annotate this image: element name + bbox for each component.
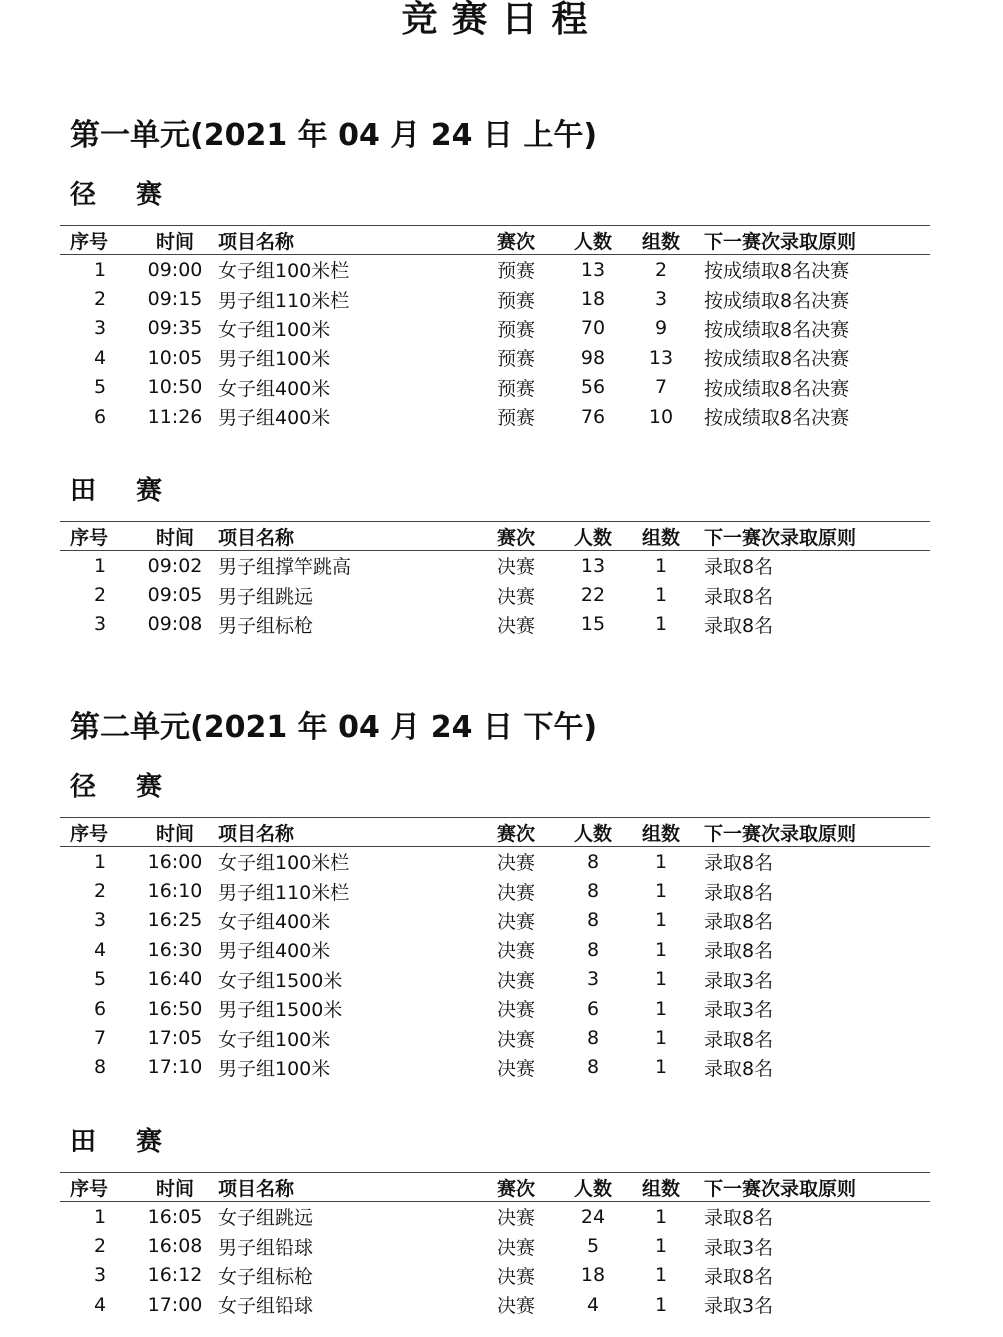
header-time: 时间 xyxy=(155,822,194,845)
unit-1-track-heading xyxy=(70,180,162,210)
cell-event-name: 男子组铅球 xyxy=(218,1236,314,1259)
cell-event-name: 男子组100米 xyxy=(218,1057,331,1080)
cell-advance-rule: 录取8名 xyxy=(704,940,774,963)
cell-groups: 2 xyxy=(654,258,668,281)
header-advance-rule: 下一赛次录取原则 xyxy=(704,230,857,253)
heading-char-1: 径 xyxy=(70,772,97,802)
cell-event-name: 女子组铅球 xyxy=(218,1295,314,1318)
cell-time: 17:00 xyxy=(147,1293,203,1316)
cell-event-name: 男子组1500米 xyxy=(218,999,343,1022)
unit-2-field-table xyxy=(60,1172,930,1320)
cell-event-name: 男子组撑竿跳高 xyxy=(218,556,352,579)
heading-char-2: 赛 xyxy=(136,476,163,506)
cell-advance-rule: 录取8名 xyxy=(704,614,774,637)
cell-index: 2 xyxy=(93,1235,107,1258)
table-row xyxy=(60,1202,930,1232)
cell-groups: 1 xyxy=(654,968,668,991)
cell-round: 预赛 xyxy=(496,377,535,400)
table-row xyxy=(60,580,930,609)
cell-round: 决赛 xyxy=(496,881,535,904)
cell-time: 16:00 xyxy=(147,850,203,873)
table-header-row xyxy=(60,1173,930,1202)
cell-round: 决赛 xyxy=(496,614,535,637)
table-row xyxy=(60,255,930,285)
cell-event-name: 女子组100米栏 xyxy=(218,852,350,875)
header-advance-rule: 下一赛次录取原则 xyxy=(704,822,857,845)
table-row xyxy=(60,343,930,372)
cell-round: 预赛 xyxy=(496,260,535,283)
header-round: 赛次 xyxy=(496,526,535,549)
cell-count: 15 xyxy=(580,613,606,636)
header-count: 人数 xyxy=(573,526,612,549)
unit-2-track-heading xyxy=(70,772,162,802)
table-row xyxy=(60,965,930,994)
cell-time: 16:30 xyxy=(147,938,203,961)
cell-groups: 9 xyxy=(654,317,668,340)
unit-1-title: 第一单元(2021 年 04 月 24 日 上午) xyxy=(70,118,598,153)
table-row xyxy=(60,551,930,581)
cell-index: 3 xyxy=(93,1264,107,1287)
cell-round: 决赛 xyxy=(496,1028,535,1051)
cell-advance-rule: 录取8名 xyxy=(704,852,774,875)
cell-index: 2 xyxy=(93,880,107,903)
table-row xyxy=(60,1261,930,1290)
header-index: 序号 xyxy=(70,526,109,549)
cell-index: 2 xyxy=(93,288,107,311)
cell-count: 18 xyxy=(580,1264,606,1287)
table-row xyxy=(60,1023,930,1052)
cell-event-name: 男子组100米 xyxy=(218,348,331,371)
header-round: 赛次 xyxy=(496,822,535,845)
cell-count: 56 xyxy=(580,376,606,399)
cell-count: 6 xyxy=(586,997,600,1020)
header-event-name: 项目名称 xyxy=(218,526,295,549)
cell-groups: 1 xyxy=(654,1235,668,1258)
cell-round: 决赛 xyxy=(496,1207,535,1230)
header-index: 序号 xyxy=(70,230,109,253)
table-row xyxy=(60,847,930,877)
cell-event-name: 男子组400米 xyxy=(218,940,331,963)
cell-index: 7 xyxy=(93,1027,107,1050)
cell-time: 16:05 xyxy=(147,1205,203,1228)
cell-advance-rule: 录取8名 xyxy=(704,881,774,904)
cell-groups: 1 xyxy=(654,938,668,961)
heading-char-1: 田 xyxy=(70,1127,97,1157)
cell-advance-rule: 录取8名 xyxy=(704,910,774,933)
cell-time: 16:10 xyxy=(147,880,203,903)
cell-count: 8 xyxy=(586,1056,600,1079)
unit-2-title: 第二单元(2021 年 04 月 24 日 下午) xyxy=(70,710,598,745)
cell-advance-rule: 录取8名 xyxy=(704,1207,774,1230)
cell-groups: 1 xyxy=(654,909,668,932)
cell-event-name: 女子组100米 xyxy=(218,318,331,341)
cell-count: 5 xyxy=(586,1235,600,1258)
cell-advance-rule: 按成绩取8名决赛 xyxy=(704,377,850,400)
cell-groups: 1 xyxy=(654,1056,668,1079)
cell-time: 17:05 xyxy=(147,1027,203,1050)
cell-count: 18 xyxy=(580,288,606,311)
table-header-row xyxy=(60,226,930,255)
cell-advance-rule: 录取3名 xyxy=(704,969,774,992)
cell-event-name: 男子组110米栏 xyxy=(218,289,350,312)
cell-index: 3 xyxy=(93,613,107,636)
cell-round: 预赛 xyxy=(496,407,535,430)
cell-time: 16:40 xyxy=(147,968,203,991)
cell-groups: 1 xyxy=(654,554,668,577)
cell-count: 13 xyxy=(580,554,606,577)
table-row xyxy=(60,994,930,1023)
cell-count: 4 xyxy=(586,1293,600,1316)
header-event-name: 项目名称 xyxy=(218,1177,295,1200)
cell-index: 2 xyxy=(93,584,107,607)
table-row xyxy=(60,935,930,964)
cell-groups: 1 xyxy=(654,1293,668,1316)
cell-groups: 1 xyxy=(654,584,668,607)
cell-advance-rule: 录取3名 xyxy=(704,999,774,1022)
cell-count: 8 xyxy=(586,850,600,873)
cell-index: 3 xyxy=(93,317,107,340)
cell-round: 预赛 xyxy=(496,289,535,312)
cell-event-name: 女子组跳远 xyxy=(218,1207,314,1230)
cell-index: 5 xyxy=(93,968,107,991)
header-groups: 组数 xyxy=(641,822,680,845)
cell-count: 8 xyxy=(586,909,600,932)
cell-event-name: 女子组100米栏 xyxy=(218,260,350,283)
cell-groups: 3 xyxy=(654,288,668,311)
cell-groups: 1 xyxy=(654,1027,668,1050)
table-row xyxy=(60,314,930,343)
cell-round: 决赛 xyxy=(496,1265,535,1288)
header-round: 赛次 xyxy=(496,1177,535,1200)
table-row xyxy=(60,373,930,402)
cell-advance-rule: 录取8名 xyxy=(704,556,774,579)
header-time: 时间 xyxy=(155,1177,194,1200)
cell-count: 8 xyxy=(586,1027,600,1050)
cell-time: 09:02 xyxy=(147,554,203,577)
cell-groups: 1 xyxy=(654,880,668,903)
table-header-row xyxy=(60,818,930,847)
header-groups: 组数 xyxy=(641,1177,680,1200)
table-header-row xyxy=(60,522,930,551)
cell-time: 16:08 xyxy=(147,1235,203,1258)
cell-count: 76 xyxy=(580,405,606,428)
header-event-name: 项目名称 xyxy=(218,822,295,845)
cell-index: 3 xyxy=(93,909,107,932)
cell-time: 11:26 xyxy=(147,405,203,428)
unit-1-field-heading xyxy=(70,476,162,506)
cell-round: 决赛 xyxy=(496,1057,535,1080)
header-groups: 组数 xyxy=(641,526,680,549)
cell-groups: 13 xyxy=(648,346,674,369)
cell-time: 09:05 xyxy=(147,584,203,607)
cell-event-name: 女子组400米 xyxy=(218,377,331,400)
cell-advance-rule: 按成绩取8名决赛 xyxy=(704,260,850,283)
heading-char-2: 赛 xyxy=(136,772,163,802)
cell-event-name: 女子组标枪 xyxy=(218,1265,314,1288)
header-time: 时间 xyxy=(155,230,194,253)
cell-count: 22 xyxy=(580,584,606,607)
cell-round: 决赛 xyxy=(496,910,535,933)
cell-time: 09:08 xyxy=(147,613,203,636)
cell-groups: 1 xyxy=(654,1264,668,1287)
cell-round: 决赛 xyxy=(496,852,535,875)
unit-2-field-heading xyxy=(70,1127,162,1157)
cell-advance-rule: 按成绩取8名决赛 xyxy=(704,289,850,312)
heading-char-2: 赛 xyxy=(136,1127,163,1157)
cell-time: 10:50 xyxy=(147,376,203,399)
cell-time: 09:00 xyxy=(147,258,203,281)
cell-round: 预赛 xyxy=(496,348,535,371)
header-count: 人数 xyxy=(573,230,612,253)
cell-index: 1 xyxy=(93,258,107,281)
cell-index: 4 xyxy=(93,346,107,369)
cell-round: 决赛 xyxy=(496,556,535,579)
cell-time: 09:35 xyxy=(147,317,203,340)
cell-index: 1 xyxy=(93,850,107,873)
cell-advance-rule: 按成绩取8名决赛 xyxy=(704,348,850,371)
table-row xyxy=(60,876,930,905)
cell-groups: 1 xyxy=(654,997,668,1020)
cell-index: 4 xyxy=(93,938,107,961)
header-count: 人数 xyxy=(573,1177,612,1200)
cell-time: 17:10 xyxy=(147,1056,203,1079)
cell-count: 8 xyxy=(586,880,600,903)
cell-count: 3 xyxy=(586,968,600,991)
cell-index: 6 xyxy=(93,997,107,1020)
heading-char-1: 田 xyxy=(70,476,97,506)
header-index: 序号 xyxy=(70,822,109,845)
unit-2-track-table xyxy=(60,817,930,1082)
cell-time: 16:12 xyxy=(147,1264,203,1287)
cell-advance-rule: 按成绩取8名决赛 xyxy=(704,318,850,341)
cell-round: 决赛 xyxy=(496,940,535,963)
heading-char-1: 径 xyxy=(70,180,97,210)
cell-round: 决赛 xyxy=(496,1236,535,1259)
cell-time: 16:50 xyxy=(147,997,203,1020)
cell-event-name: 男子组标枪 xyxy=(218,614,314,637)
header-event-name: 项目名称 xyxy=(218,230,295,253)
table-row xyxy=(60,906,930,935)
header-advance-rule: 下一赛次录取原则 xyxy=(704,1177,857,1200)
cell-groups: 1 xyxy=(654,1205,668,1228)
header-count: 人数 xyxy=(573,822,612,845)
cell-groups: 1 xyxy=(654,850,668,873)
cell-round: 决赛 xyxy=(496,999,535,1022)
cell-count: 8 xyxy=(586,938,600,961)
cell-advance-rule: 录取8名 xyxy=(704,1028,774,1051)
cell-event-name: 女子组1500米 xyxy=(218,969,343,992)
cell-advance-rule: 录取8名 xyxy=(704,1057,774,1080)
cell-event-name: 男子组110米栏 xyxy=(218,881,350,904)
cell-count: 98 xyxy=(580,346,606,369)
cell-advance-rule: 录取8名 xyxy=(704,585,774,608)
header-advance-rule: 下一赛次录取原则 xyxy=(704,526,857,549)
heading-char-2: 赛 xyxy=(136,180,163,210)
cell-event-name: 男子组跳远 xyxy=(218,585,314,608)
cell-index: 1 xyxy=(93,1205,107,1228)
header-groups: 组数 xyxy=(641,230,680,253)
unit-1-track-table xyxy=(60,225,930,431)
cell-round: 决赛 xyxy=(496,585,535,608)
cell-event-name: 男子组400米 xyxy=(218,407,331,430)
cell-time: 16:25 xyxy=(147,909,203,932)
cell-time: 10:05 xyxy=(147,346,203,369)
table-row xyxy=(60,610,930,639)
cell-advance-rule: 录取3名 xyxy=(704,1236,774,1259)
unit-1-field-table xyxy=(60,521,930,639)
cell-count: 70 xyxy=(580,317,606,340)
page-title: 竞赛日程 xyxy=(401,0,602,40)
header-round: 赛次 xyxy=(496,230,535,253)
header-time: 时间 xyxy=(155,526,194,549)
table-row xyxy=(60,402,930,431)
cell-round: 预赛 xyxy=(496,318,535,341)
cell-groups: 7 xyxy=(654,376,668,399)
cell-advance-rule: 录取3名 xyxy=(704,1295,774,1318)
cell-index: 1 xyxy=(93,554,107,577)
table-row xyxy=(60,1290,930,1319)
cell-round: 决赛 xyxy=(496,1295,535,1318)
cell-count: 24 xyxy=(580,1205,606,1228)
cell-index: 6 xyxy=(93,405,107,428)
cell-event-name: 女子组100米 xyxy=(218,1028,331,1051)
cell-count: 13 xyxy=(580,258,606,281)
header-index: 序号 xyxy=(70,1177,109,1200)
cell-groups: 10 xyxy=(648,405,674,428)
cell-advance-rule: 按成绩取8名决赛 xyxy=(704,407,850,430)
cell-index: 5 xyxy=(93,376,107,399)
cell-index: 4 xyxy=(93,1293,107,1316)
cell-groups: 1 xyxy=(654,613,668,636)
cell-index: 8 xyxy=(93,1056,107,1079)
cell-advance-rule: 录取8名 xyxy=(704,1265,774,1288)
table-row xyxy=(60,1053,930,1082)
cell-round: 决赛 xyxy=(496,969,535,992)
table-row xyxy=(60,284,930,313)
table-row xyxy=(60,1231,930,1260)
cell-time: 09:15 xyxy=(147,288,203,311)
cell-event-name: 女子组400米 xyxy=(218,910,331,933)
